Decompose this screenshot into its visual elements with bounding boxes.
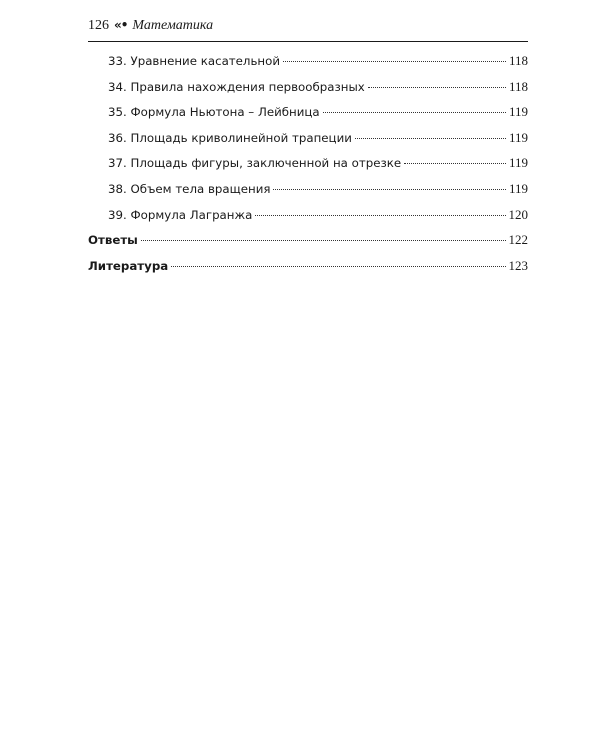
section-title: Математика bbox=[132, 18, 214, 33]
toc-entry-page: 119 bbox=[508, 180, 528, 196]
toc-entry-label: 35. Формула Ньютона – Лейбница bbox=[108, 105, 320, 120]
dot-leader bbox=[255, 215, 505, 216]
toc-entry[interactable] bbox=[88, 150, 528, 176]
toc-entry-page: 119 bbox=[508, 155, 528, 171]
dot-leader bbox=[283, 61, 506, 62]
toc-entry-label: 36. Площадь криволинейной трапеции bbox=[108, 130, 352, 145]
toc-entry-page: 118 bbox=[508, 78, 528, 94]
dot-leader bbox=[323, 112, 506, 113]
ornament-icon: «• bbox=[114, 18, 128, 32]
toc-entry-label: 34. Правила нахождения первообразных bbox=[108, 79, 365, 94]
toc-entry[interactable] bbox=[88, 48, 528, 74]
dot-leader bbox=[355, 138, 506, 139]
toc-entry-page: 119 bbox=[508, 129, 528, 145]
toc-entry[interactable] bbox=[88, 74, 528, 100]
toc-entry-label: Ответы bbox=[88, 233, 138, 248]
toc-entry[interactable] bbox=[88, 176, 528, 202]
header-rule bbox=[88, 41, 528, 42]
toc-entry-label: Литература bbox=[88, 258, 169, 273]
dot-leader bbox=[273, 189, 505, 190]
toc-entry[interactable] bbox=[88, 125, 528, 151]
toc-entry-page: 119 bbox=[508, 104, 528, 120]
toc-entry[interactable] bbox=[88, 202, 528, 228]
dot-leader bbox=[368, 87, 506, 88]
toc-entry-page: 123 bbox=[508, 257, 528, 273]
toc-entry-page: 120 bbox=[508, 206, 528, 222]
toc-entry-label: 33. Уравнение касательной bbox=[108, 54, 281, 68]
toc-entry-label: 39. Формула Лагранжа bbox=[108, 207, 253, 222]
toc-entry-literature[interactable] bbox=[88, 253, 528, 279]
toc-entry[interactable] bbox=[88, 99, 528, 125]
page-number: 126 bbox=[88, 18, 109, 33]
toc-entry-label: 38. Объем тела вращения bbox=[108, 181, 271, 196]
toc-entry-page: 118 bbox=[508, 53, 528, 68]
table-of-contents bbox=[88, 48, 528, 278]
dot-leader bbox=[404, 163, 506, 164]
dot-leader bbox=[171, 266, 505, 267]
toc-entry-page: 122 bbox=[508, 232, 528, 248]
running-head bbox=[88, 18, 528, 40]
toc-entry-answers[interactable] bbox=[88, 227, 528, 253]
dot-leader bbox=[141, 240, 506, 241]
toc-entry-label: 37. Площадь фигуры, заключенной на отрезке bbox=[108, 156, 402, 171]
